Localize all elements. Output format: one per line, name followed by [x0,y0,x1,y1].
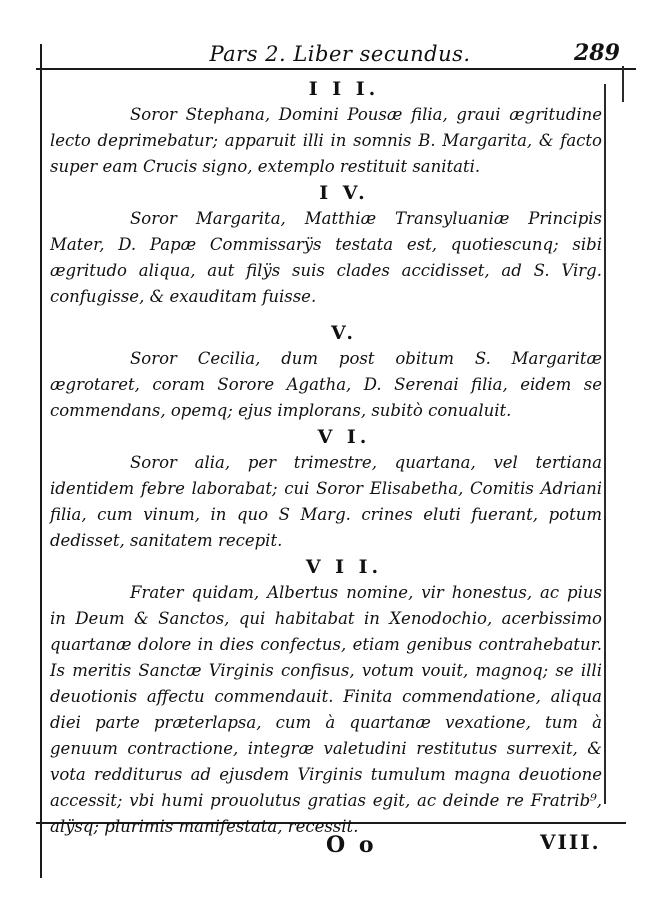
signature-mark: O o [326,832,377,858]
section-heading: V I. [317,426,371,448]
right-margin-mark [622,66,624,102]
section-paragraph: Soror alia, per trimestre, quartana, vel tertiana identidem febre laborabat; cui Soror Elisabetha, Comitis Adriani filia, cum vinum, in quo S Marg. crines eluti fuerant, potum dedisset, sanitatem recepit. [50,453,602,550]
page-number: 289 [574,40,620,66]
section-heading: V I I. [305,556,383,578]
left-frame-rule [40,44,42,878]
header-rule [36,68,636,70]
section-paragraph: Soror Margarita, Matthiæ Transyluaniæ Principis Mater, D. Papæ Commissarÿs testata est, quotiescunq; sibi ægritudo aliqua, aut filÿs suis clades accidisset, ad S. Virg. confugisse, & exauditam fuisse. [50,209,602,306]
section-heading: I V. [319,182,369,204]
section-paragraph: Soror Stephana, Domini Pousæ filia, graui ægritudine lecto deprimebatur; apparuit illi in somnis B. Margarita, & facto super eam Crucis signo, extemplo restituit sanitati. [50,105,602,176]
section-paragraph: Soror Cecilia, dum post obitum S. Margaritæ ægrotaret, coram Sorore Agatha, D. Serenai filia, eidem se commendans, opemq; ejus implorans, subitò conualuit. [50,349,602,420]
section-heading: V. [330,322,358,344]
page-body [50,76,602,840]
running-title: Pars 2. Liber secundus. [209,42,471,66]
section-paragraph: Frater quidam, Albertus nomine, vir honestus, ac pius in Deum & Sanctos, qui habitabat in Xenodochio, acerbissimo quartanæ dolore in dies confectus, etiam genibus contrahebatur. Is meritis Sanctæ Virginis confisus, votum vouit, magnoq; se illi deuotionis affectu commendauit. Finita commendatione, aliqua diei parte præterlapsa, cum à quartanæ vexatione, tum à genuum contractione, integræ valetudini restitutus surrexit, & vota redditurus ad ejusdem Virginis tumulum magna deuotione accessit; vbi humi prouolutus gratias egit, ac deinde re Fratrib⁹, alÿsq; plurimis manifestata, recessit. [50,583,602,836]
catchword: VIII. [540,830,601,854]
right-frame-rule [604,84,606,804]
section-heading: I I I. [308,78,380,100]
